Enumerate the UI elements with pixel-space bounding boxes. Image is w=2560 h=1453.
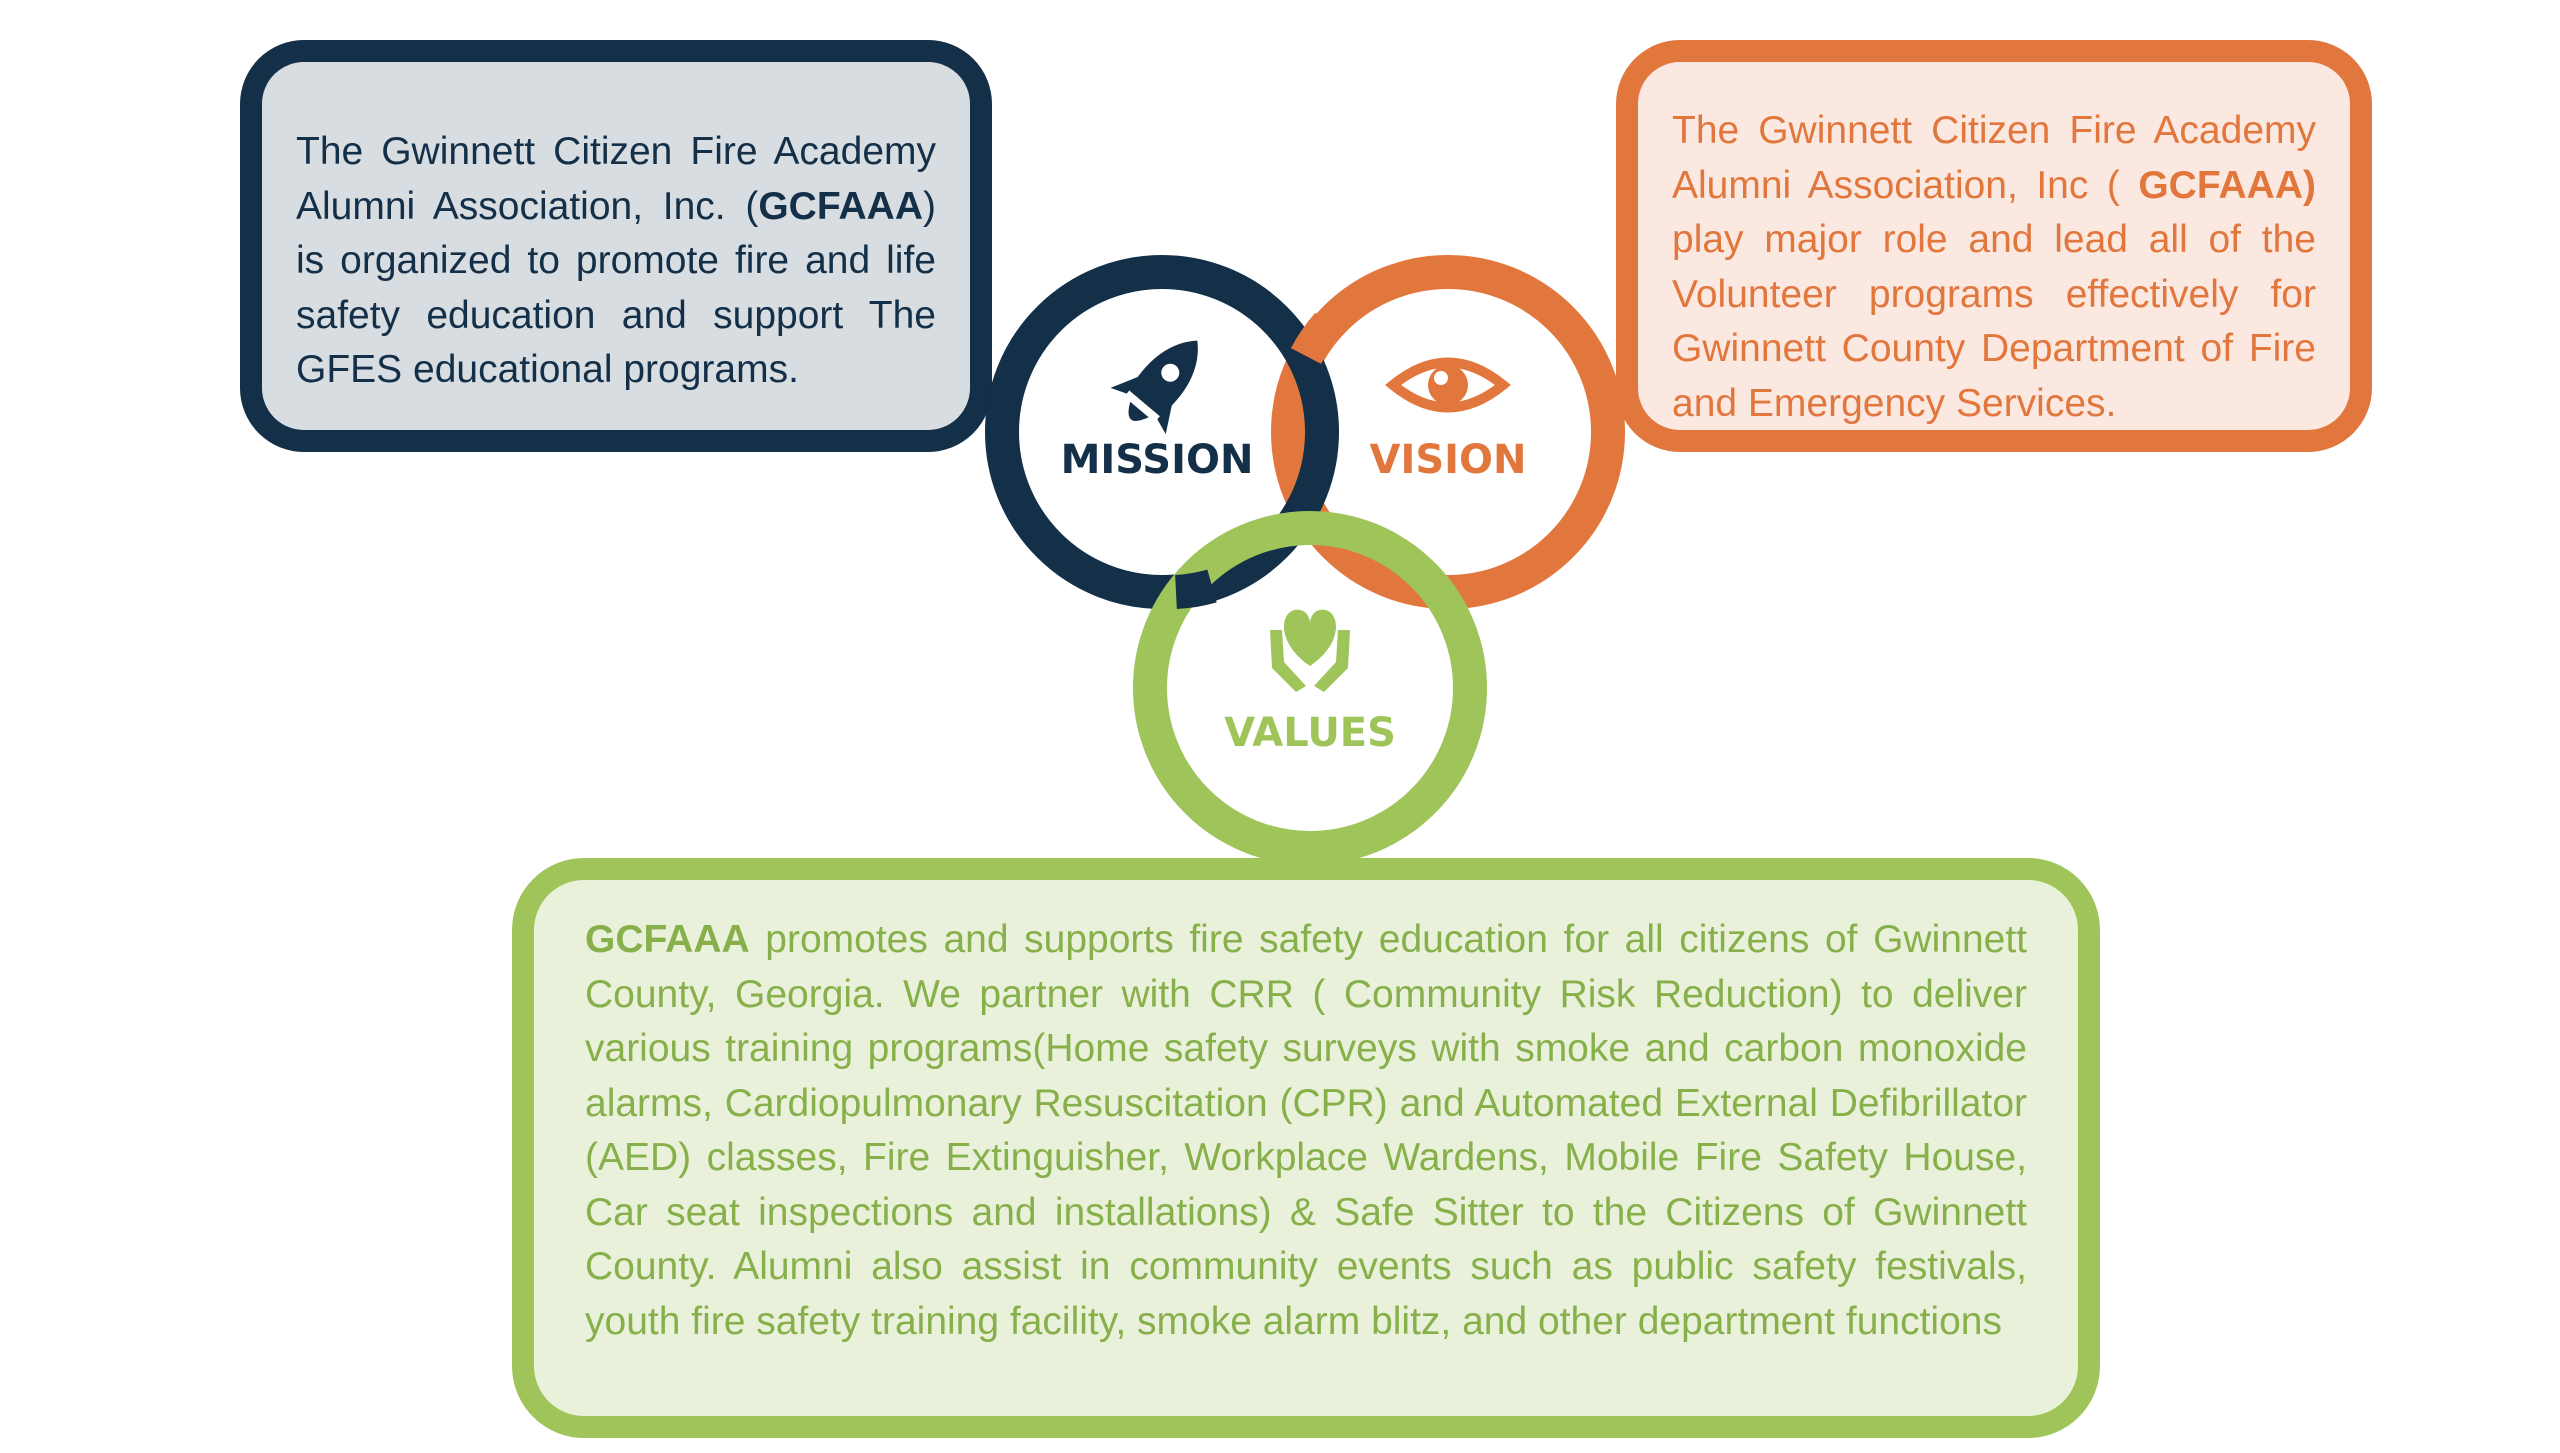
mission-acronym: GCFAAA bbox=[758, 184, 923, 228]
values-text: GCFAAA promotes and supports fire safety education for all citizens of Gwinnett County, Georgia. We partner with CRR ( Community Risk Reduction) to deliver various training programs(Home safety surveys with smoke and carbon monoxide alarms, Cardiopulmonary Resuscitation (CPR) and Automated External Defibrillator (AED) classes, Fire Extinguisher, Workplace Wardens, Mobile Fire Safety House, Car seat inspections and installations) & Safe Sitter to the Citizens of Gwinnett County. Alumni also assist in community events such as public safety festivals, youth fire safety training facility, smoke alarm blitz, and other department functions bbox=[585, 918, 2027, 1343]
values-acronym: GCFAAA bbox=[585, 918, 750, 961]
mission-label: MISSION bbox=[1060, 437, 1254, 483]
vision-acronym: GCFAAA) bbox=[2138, 163, 2316, 207]
vision-text: The Gwinnett Citizen Fire Academy Alumni Association, Inc ( GCFAAA) play major role and lead all of the Volunteer programs effectively for Gwinnett County Department of Fire and Emergency Services. bbox=[1672, 109, 2316, 425]
mission-text: The Gwinnett Citizen Fire Academy Alumni Association, Inc. (GCFAAA) is organized to promote fire and life safety education and support The GFES educational programs. bbox=[296, 130, 936, 391]
values-label: VALUES bbox=[1224, 710, 1396, 756]
vision-label: VISION bbox=[1369, 437, 1527, 483]
